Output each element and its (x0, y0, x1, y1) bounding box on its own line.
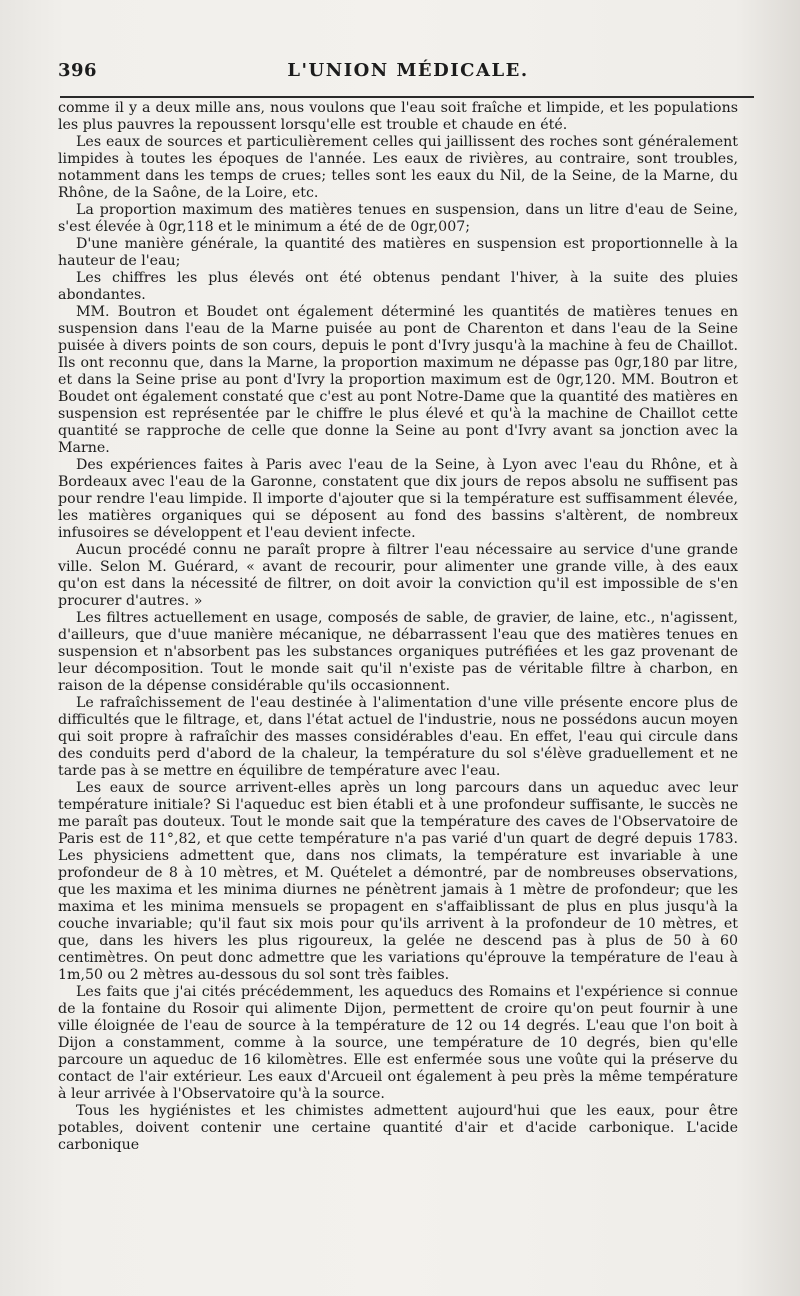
body-text (58, 100, 738, 1154)
running-head: L'UNION MÉDICALE. (287, 60, 529, 81)
paragraph: comme il y a deux mille ans, nous voulons que l'eau soit fraîche et limpide, et les populations les plus pauvres la repoussent lorsqu'elle est trouble et chaude en été. (58, 100, 738, 133)
paragraph: D'une manière générale, la quantité des matières en suspension est proportionnelle à la hauteur de l'eau; (58, 236, 738, 269)
paragraph: Les eaux de sources et particulièrement celles qui jaillissent des roches sont généralement limpides à toutes les époques de l'année. Les eaux de rivières, au contraire, sont troubles, notamment dans les temps de crues; telles sont les eaux du Nil, de la Seine, de la Marne, du Rhône, de la Saône, de la Loire, etc. (58, 134, 738, 201)
paragraph: MM. Boutron et Boudet ont également déterminé les quantités de matières tenues en suspension dans l'eau de la Marne puisée au pont de Charenton et dans l'eau de la Seine puisée à divers points de son cours, depuis le pont d'Ivry jusqu'à la machine à feu de Chaillot. Ils ont reconnu que, dans la Marne, la proportion maximum ne dépasse pas 0gr,180 par litre, et dans la Seine prise au pont d'Ivry la proportion maximum est de 0gr,120. MM. Boutron et Boudet ont également constaté que c'est au pont Notre-Dame que la quantité des matières en suspension est représentée par le chiffre le plus élevé et qu'à la machine de Chaillot cette quantité se rapproche de celle que donne la Seine au pont d'Ivry avant sa jonction avec la Marne. (58, 304, 738, 456)
paragraph: Tous les hygiénistes et les chimistes admettent aujourd'hui que les eaux, pour être potables, doivent contenir une certaine quantité d'air et d'acide carbonique. L'acide carbonique (58, 1103, 738, 1153)
page-header (58, 60, 758, 90)
paragraph: La proportion maximum des matières tenues en suspension, dans un litre d'eau de Seine, s'est élevée à 0gr,118 et le minimum a été de de 0gr,007; (58, 202, 738, 235)
header-rule (60, 96, 754, 98)
paragraph: Les eaux de source arrivent-elles après un long parcours dans un aqueduc avec leur température initiale? Si l'aqueduc est bien établi et à une profondeur suffisante, le succès ne me paraît pas douteux. Tout le monde sait que la température des caves de l'Observatoire de Paris est de 11°,82, et que cette température n'a pas varié d'un quart de degré depuis 1783. Les physiciens admettent que, dans nos climats, la température est invariable à une profondeur de 8 à 10 mètres, et M. Quételet a démontré, par de nombreuses observations, que les maxima et les minima diurnes ne pénètrent jamais à 1 mètre de profondeur; que les maxima et les minima mensuels se propagent en s'affaiblissant de plus en plus jusqu'à la couche invariable; qu'il faut six mois pour qu'ils arrivent à la profondeur de 10 mètres, et que, dans les hivers les plus rigoureux, la gelée ne descend pas à plus de 50 à 60 centimètres. On peut donc admettre que les variations qu'éprouve la température de l'eau à 1m,50 ou 2 mètres au-dessous du sol sont très faibles. (58, 780, 738, 983)
paragraph: Le rafraîchissement de l'eau destinée à l'alimentation d'une ville présente encore plus de difficultés que le filtrage, et, dans l'état actuel de l'industrie, nous ne possédons aucun moyen qui soit propre à rafraîchir des masses considérables d'eau. En effet, l'eau qui circule dans des conduits perd d'abord de la chaleur, la température du sol s'élève graduellement et ne tarde pas à se mettre en équilibre de température avec l'eau. (58, 695, 738, 779)
paragraph: Des expériences faites à Paris avec l'eau de la Seine, à Lyon avec l'eau du Rhône, et à Bordeaux avec l'eau de la Garonne, constatent que dix jours de repos absolu ne suffisent pas pour rendre l'eau limpide. Il importe d'ajouter que si la température est suffisamment élevée, les matières organiques qui se déposent au fond des bassins s'altèrent, de nombreux infusoires se développent et l'eau devient infecte. (58, 457, 738, 541)
paragraph: Aucun procédé connu ne paraît propre à filtrer l'eau nécessaire au service d'une grande ville. Selon M. Guérard, « avant de recourir, pour alimenter une grande ville, à des eaux qu'on est dans la nécessité de filtrer, on doit avoir la conviction qu'il est impossible de s'en procurer d'autres. » (58, 542, 738, 609)
paragraph: Les filtres actuellement en usage, composés de sable, de gravier, de laine, etc., n'agissent, d'ailleurs, que d'uue manière mécanique, ne débarrassent l'eau que des matières tenues en suspension et n'absorbent pas les substances organiques putréfiées et les gaz provenant de leur décomposition. Tout le monde sait qu'il n'existe pas de véritable filtre à charbon, en raison de la dépense considérable qu'ils occasionnent. (58, 610, 738, 694)
page-number: 396 (58, 60, 98, 81)
paragraph: Les faits que j'ai cités précédemment, les aqueducs des Romains et l'expérience si connue de la fontaine du Rosoir qui alimente Dijon, permettent de croire qu'on peut fournir à une ville éloignée de l'eau de source à la température de 12 ou 14 degrés. L'eau que l'on boit à Dijon a constamment, comme à la source, une température de 10 degrés, bien qu'elle parcoure un aqueduc de 16 kilomètres. Elle est enfermée sous une voûte qui la préserve du contact de l'air extérieur. Les eaux d'Arcueil ont également à peu près la même température à leur arrivée à l'Observatoire qu'à la source. (58, 984, 738, 1102)
paragraph: Les chiffres les plus élevés ont été obtenus pendant l'hiver, à la suite des pluies abondantes. (58, 270, 738, 303)
